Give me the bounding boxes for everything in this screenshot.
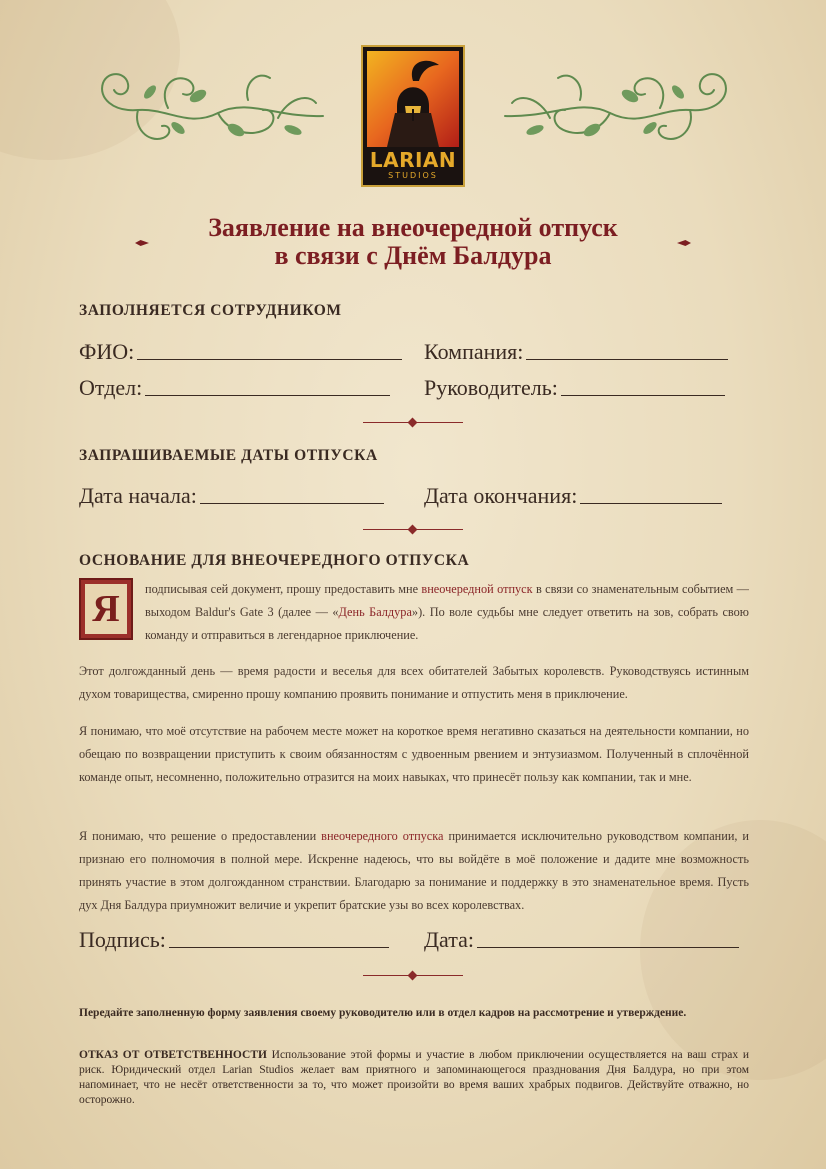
p1-highlight-2: День Балдура <box>338 605 412 619</box>
signature-input-line[interactable] <box>169 947 389 948</box>
manager-label: Руководитель: <box>424 375 558 400</box>
disclaimer <box>79 1048 749 1108</box>
reason-section-heading: ОСНОВАНИЕ ДЛЯ ВНЕОЧЕРЕДНОГО ОТПУСКА <box>79 552 470 569</box>
p4-text-a: Я понимаю, что решение о предоставлении <box>79 829 322 843</box>
signature-date-label: Дата: <box>424 927 474 952</box>
name-label: ФИО: <box>79 339 135 364</box>
dates-section-heading: ЗАПРАШИВАЕМЫЕ ДАТЫ ОТПУСКА <box>79 447 378 464</box>
disclaimer-heading: ОТКАЗ ОТ ОТВЕТСТВЕННОСТИ <box>79 1049 267 1061</box>
section-divider <box>363 975 463 977</box>
end-date-field[interactable] <box>424 484 722 508</box>
start-date-label: Дата начала: <box>79 483 197 508</box>
disclaimer-text: Использование этой формы и участие в любом приключении осуществляется на ваш страх и риск. Юридический отдел Larian Studios желает вам приятного и запоминающегося празднования Дня Балдура, но при этом напоминает, что не несёт ответственности за то, что может произойти во время ваших храбрых подвигов. Действуйте отважно, но осторожно. <box>79 1049 750 1106</box>
employee-section-heading: ЗАПОЛНЯЕТСЯ СОТРУДНИКОМ <box>79 302 342 319</box>
p1-text-a: подписывая сей документ, прошу предоставить мне <box>145 582 422 596</box>
signature-label: Подпись: <box>79 927 166 952</box>
p1-text-c: »). По воле судьбы мне следует ответить на зов, собрать свою команду и отправиться в легендарное приключение. <box>145 605 749 642</box>
p2-text: Этот долгожданный день — время радости и веселья для всех обитателей Забытых королевств. Руководствуясь истинным духом товарищества, смиренно прошу компанию проявить понимание и отпустить меня в приключение. <box>79 664 749 701</box>
dropcap-letter: Я <box>85 584 127 634</box>
p1-text-b: в связи со знаменательным событием — выходом Baldur's Gate 3 (далее — « <box>145 582 749 619</box>
illuminated-dropcap <box>79 578 133 640</box>
signature-field[interactable] <box>79 928 389 952</box>
instruction-text: Передайте заполненную форму заявления своему руководителю или в отдел кадров на рассмотрение и утверждение. <box>79 1007 687 1019</box>
start-date-field[interactable] <box>79 484 384 508</box>
end-date-label: Дата окончания: <box>424 483 578 508</box>
p1-highlight-1: внеочередной отпуск <box>421 582 533 596</box>
signature-date-input-line[interactable] <box>477 947 739 948</box>
title-line-1: Заявление на внеочередной отпуск <box>208 213 618 242</box>
document-title <box>0 214 826 270</box>
larian-studios-logo <box>361 45 465 187</box>
manager-field[interactable] <box>424 376 725 400</box>
company-field[interactable] <box>424 340 728 364</box>
reason-paragraph-1 <box>145 578 749 647</box>
reason-paragraph-2 <box>79 660 749 706</box>
name-input-line[interactable] <box>137 359 402 360</box>
floral-vine-ornament-icon <box>78 58 328 163</box>
department-label: Отдел: <box>79 375 143 400</box>
company-input-line[interactable] <box>526 359 728 360</box>
floral-vine-ornament-icon <box>500 58 750 163</box>
company-label: Компания: <box>424 339 524 364</box>
start-date-input-line[interactable] <box>200 503 384 504</box>
p4-text-b: принимается исключительно руководством компании, и признаю его полномочия в полной мере. Искренне надеюсь, что вы войдёте в моё положение и дадите мне возможность принять участие в этом долгожданном странствии. Благодарю за понимание и поддержку в это знаменательное время. Пусть дух Дня Балдура приумножит величие и укрепит братские узы во всех королевствах. <box>79 829 749 912</box>
department-input-line[interactable] <box>145 395 390 396</box>
manager-input-line[interactable] <box>561 395 725 396</box>
end-date-input-line[interactable] <box>580 503 722 504</box>
section-divider <box>363 422 463 424</box>
logo-subtitle: STUDIOS <box>388 171 438 180</box>
department-field[interactable] <box>79 376 390 400</box>
title-line-2: в связи с Днём Балдура <box>274 241 552 270</box>
p4-highlight: внеочередного отпуска <box>321 829 444 843</box>
logo-wordmark: LARIAN <box>369 148 457 172</box>
reason-paragraph-3 <box>79 720 749 789</box>
knight-helmet-icon <box>367 51 459 147</box>
instruction-note <box>79 1006 749 1021</box>
section-divider <box>363 529 463 531</box>
name-field[interactable] <box>79 340 402 364</box>
p3-text: Я понимаю, что моё отсутствие на рабочем месте может на короткое время негативно сказаться на деятельности компании, но обещаю по возвращении приступить к своим обязанностям с удвоенным рвением и энтузиазмом. Полученный в сплочённой команде опыт, несомненно, положительно отразится на моих навыках, что принесёт пользу как компании, так и мне. <box>79 724 749 784</box>
signature-date-field[interactable] <box>424 928 739 952</box>
reason-paragraph-4 <box>79 825 749 917</box>
